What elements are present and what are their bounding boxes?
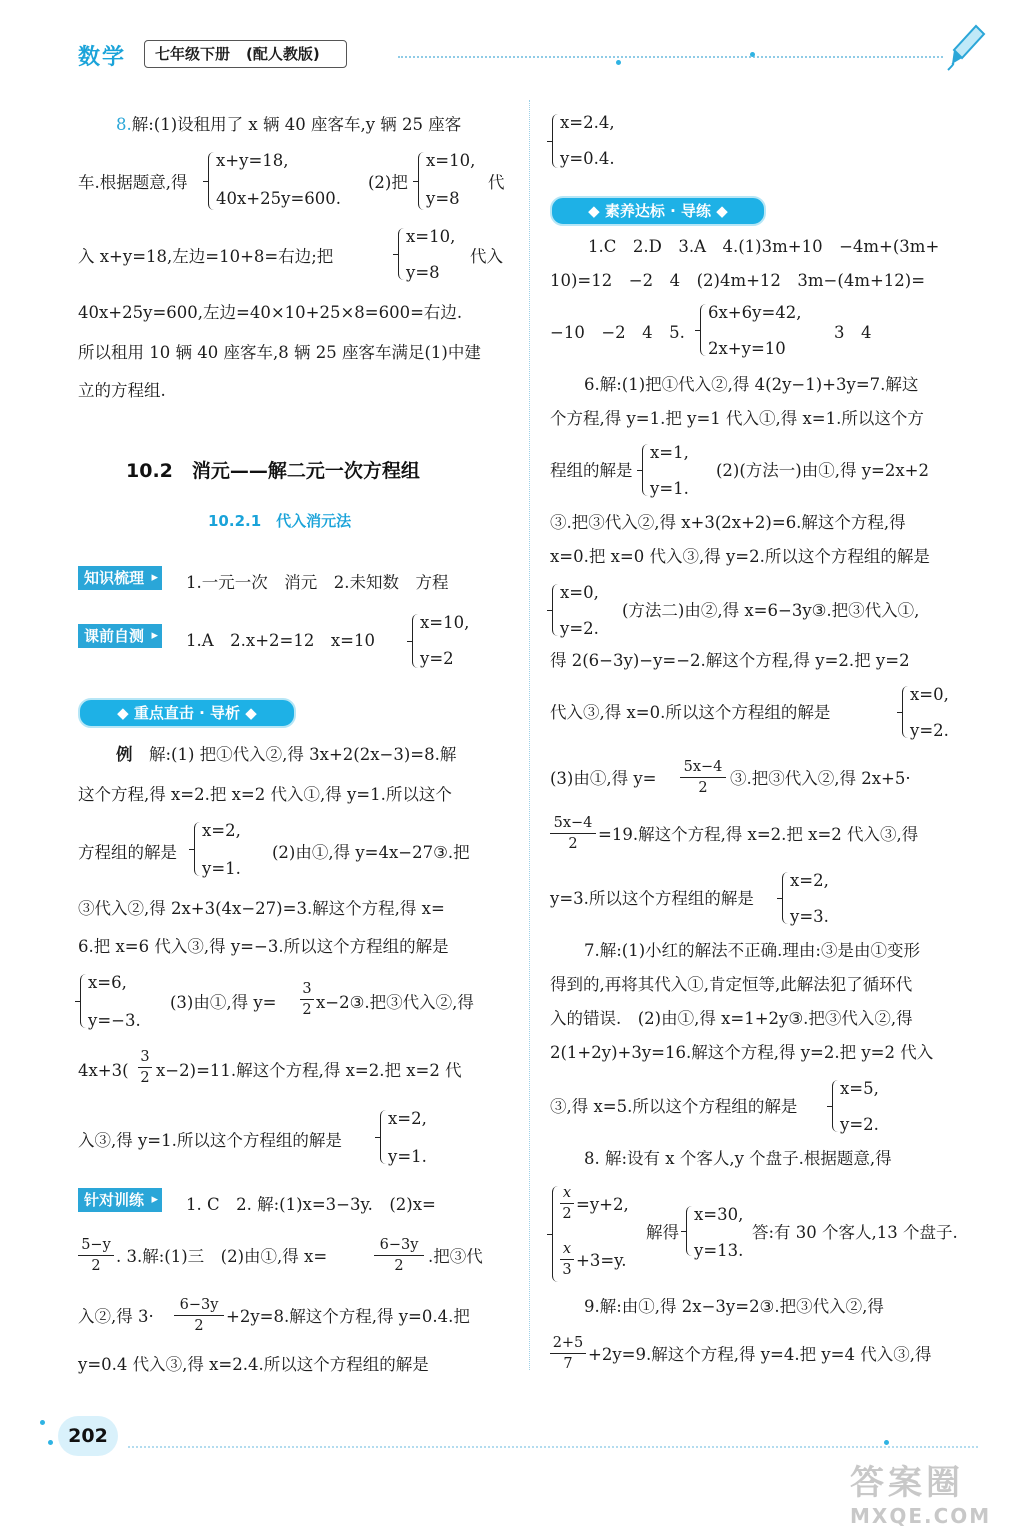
q8r-answer: 答:有 30 个客人,13 个盘子. xyxy=(752,1223,958,1242)
q6-line6: (方法二)由②,得 x=6−3y③.把③代入①, xyxy=(622,601,920,620)
example-line4: ③代入②,得 2x+3(4x−27)=3.解这个方程,得 x= xyxy=(78,899,445,918)
system-eq: y=3. xyxy=(790,907,829,926)
banner-suyang: ◆ 素养达标 · 导练 ◆ xyxy=(550,196,766,226)
footer-dot xyxy=(48,1440,53,1445)
q6-line9b: ③.把③代入②,得 2x+5· xyxy=(730,769,911,788)
brace xyxy=(552,114,558,168)
header-dot xyxy=(750,52,755,57)
q7-line3: 入的错误. (2)由①,得 x=1+2y③.把③代入②,得 xyxy=(550,1009,913,1028)
system-eq: y=13. xyxy=(694,1241,744,1260)
q8-line3a: 入 x+y=18,左边=10+8=右边;把 xyxy=(78,247,334,266)
zhendui-line1: 1. C 2. 解:(1)x=3−3y. (2)x= xyxy=(186,1195,436,1214)
system-eq: x=5, xyxy=(840,1079,879,1098)
system-eq: y=2. xyxy=(560,619,599,638)
brace xyxy=(80,974,86,1028)
footer-dotted-line xyxy=(128,1446,978,1448)
zhendui-line2a: . 3.解:(1)三 (2)由①,得 x= xyxy=(116,1247,328,1266)
brace xyxy=(412,614,418,668)
q6-line4: ③.把③代入②,得 x+3(2x+2)=6.解这个方程,得 xyxy=(550,513,906,532)
brace xyxy=(902,686,908,738)
footer-dot xyxy=(40,1420,45,1425)
q6-line10: =19.解这个方程,得 x=2.把 x=2 代入③,得 xyxy=(598,825,919,844)
example-line2: 这个方程,得 x=2.把 x=2 代入①,得 y=1.所以这个 xyxy=(78,785,452,804)
fraction: x 3 xyxy=(560,1240,574,1279)
q8-line2a: 车.根据题意,得 xyxy=(78,173,188,192)
example-line6a: (3)由①,得 y= xyxy=(170,993,277,1012)
system-eq: x=10, xyxy=(426,151,476,170)
kexian-answers: 1.A 2.x+2=12 x=10 xyxy=(186,631,375,650)
system-eq: y=1. xyxy=(650,479,689,498)
fraction: 2+5 7 xyxy=(550,1334,586,1373)
example-line1: 例 解:(1) 把①代入②,得 3x+2(2x−3)=8.解 xyxy=(116,745,457,764)
system-eq: x=2, xyxy=(388,1109,427,1128)
example-line5: 6.把 x=6 代入③,得 y=−3.所以这个方程组的解是 xyxy=(78,937,449,956)
q7-line4: 2(1+2y)+3y=16.解这个方程,得 y=2.把 y=2 代入 xyxy=(550,1043,934,1062)
q7-line5a: ③,得 x=5.所以这个方程组的解是 xyxy=(550,1097,798,1116)
fraction: 5x−4 2 xyxy=(550,814,596,853)
page-number: 202 xyxy=(58,1416,118,1456)
q8-line3b: 代入 xyxy=(470,247,503,266)
brace xyxy=(686,1206,692,1256)
banner-zhongdian: ◆ 重点直击 · 导析 ◆ xyxy=(78,698,296,728)
brace xyxy=(418,152,424,210)
tag-zhendui: 针对训练 ▸ xyxy=(78,1188,162,1212)
brace xyxy=(700,304,706,356)
system-eq: x=10, xyxy=(420,613,470,632)
q8-line1: 8.解:(1)设租用了 x 辆 40 座客车,y 辆 25 座客 xyxy=(116,115,462,134)
system-eq: +3=y. xyxy=(576,1251,627,1270)
subject-title: 数学 xyxy=(78,45,127,70)
fraction: 3 2 xyxy=(138,1048,152,1087)
header-dotted-line xyxy=(398,56,943,58)
example-line3b: (2)由①,得 y=4x−27③.把 xyxy=(272,843,470,862)
system-eq: x=0, xyxy=(560,583,599,602)
example-line8a: 入③,得 y=1.所以这个方程组的解是 xyxy=(78,1131,342,1150)
fraction: x 2 xyxy=(560,1184,574,1223)
q7-line1: 7.解:(1)小红的解法不正确.理由:③是由①变形 xyxy=(584,941,920,960)
zhendui-line3a: 入②,得 3· xyxy=(78,1307,154,1326)
system-eq: x=2, xyxy=(202,821,241,840)
q6-line8a: 代入③,得 x=0.所以这个方程组的解是 xyxy=(550,703,831,722)
suyang-line3a: −10 −2 4 5. xyxy=(550,323,685,342)
system-eq: x+y=18, xyxy=(216,151,289,170)
q7-line2: 得到的,再将其代入①,肯定恒等,此解法犯了循环代 xyxy=(550,975,913,994)
q8-line6: 立的方程组. xyxy=(78,381,166,400)
fraction: 6−3y 2 xyxy=(174,1296,224,1335)
q9-line1: 9.解:由①,得 2x−3y=2③.把③代入②,得 xyxy=(584,1297,884,1316)
tag-kexian: 课前自测 ▸ xyxy=(78,624,162,648)
system-eq: y=0.4. xyxy=(560,149,615,168)
zhendui-line4: y=0.4 代入③,得 x=2.4.所以这个方程组的解是 xyxy=(78,1355,429,1374)
column-separator xyxy=(529,100,530,1370)
system-eq: y=2 xyxy=(420,649,454,668)
system-eq: y=2. xyxy=(840,1115,879,1134)
tag-zhishi: 知识梳理 ▸ xyxy=(78,566,162,590)
section-subtitle: 10.2.1 代入消元法 xyxy=(208,512,352,530)
zhendui-line2b: .把③代 xyxy=(428,1247,483,1266)
q6-line9a: (3)由①,得 y= xyxy=(550,769,657,788)
brace xyxy=(194,822,200,876)
q6-line7: 得 2(6−3y)−y=−2.解这个方程,得 y=2.把 y=2 xyxy=(550,651,910,670)
system-eq: y=1. xyxy=(388,1147,427,1166)
header-dot xyxy=(616,60,621,65)
fraction: 3 2 xyxy=(300,980,314,1019)
system-eq: x=6, xyxy=(88,973,127,992)
q9-line2: +2y=9.解这个方程,得 y=4.把 y=4 代入③,得 xyxy=(588,1345,932,1364)
section-title: 10.2 消元——解二元一次方程组 xyxy=(126,460,420,482)
q8r-line1: 8. 解:设有 x 个客人,y 个盘子.根据题意,得 xyxy=(584,1149,892,1168)
grade-box xyxy=(144,40,347,68)
system-eq: 2x+y=10 xyxy=(708,339,786,358)
system-eq: x=30, xyxy=(694,1205,744,1224)
fraction: 5−y 2 xyxy=(78,1236,114,1275)
pen-icon xyxy=(946,24,986,74)
zhishi-answers: 1.一元一次 消元 2.未知数 方程 xyxy=(186,573,449,592)
edition-label: (配人教版) xyxy=(246,45,320,63)
example-line6b: x−2③.把③代入②,得 xyxy=(316,993,474,1012)
system-eq: y=2. xyxy=(910,721,949,740)
system-eq: x=1, xyxy=(650,443,689,462)
suyang-line2: 10)=12 −2 4 (2)4m+12 3m−(4m+12)= xyxy=(550,271,926,290)
system-eq: x=2.4, xyxy=(560,113,615,132)
fraction: 5x−4 2 xyxy=(680,758,726,797)
q6-line2: 个方程,得 y=1.把 y=1 代入①,得 x=1.所以这个方 xyxy=(550,409,924,428)
q6-line5: x=0.把 x=0 代入③,得 y=2.所以这个方程组的解是 xyxy=(550,547,930,566)
suyang-line1: 1.C 2.D 3.A 4.(1)3m+10 −4m+(3m+ xyxy=(588,237,940,256)
brace xyxy=(380,1110,386,1164)
system-eq: y=8 xyxy=(426,189,460,208)
zhendui-line3b: +2y=8.解这个方程,得 y=0.4.把 xyxy=(226,1307,470,1326)
brace xyxy=(208,152,214,210)
example-line3a: 方程组的解是 xyxy=(78,843,177,862)
grade-label: 七年级下册 xyxy=(155,45,231,63)
system-eq: x=0, xyxy=(910,685,949,704)
q8-line5: 所以租用 10 辆 40 座客车,8 辆 25 座客车满足(1)中建 xyxy=(78,343,481,362)
example-line7a: 4x+3( xyxy=(78,1061,129,1080)
q6-line11a: y=3.所以这个方程组的解是 xyxy=(550,889,754,908)
q6-line3b: (2)(方法一)由①,得 y=2x+2 xyxy=(716,461,930,480)
system-eq: y=1. xyxy=(202,859,241,878)
brace xyxy=(642,444,648,496)
q8-line2b: (2)把 xyxy=(368,173,408,192)
footer-dot xyxy=(884,1440,889,1445)
watermark-logo xyxy=(850,1455,1000,1528)
system-eq: =y+2, xyxy=(576,1195,629,1214)
system-eq: 40x+25y=600. xyxy=(216,189,342,208)
brace xyxy=(552,584,558,636)
brace xyxy=(398,228,404,280)
page-header xyxy=(78,38,978,74)
system-eq: x=10, xyxy=(406,227,456,246)
system-eq: x=2, xyxy=(790,871,829,890)
brace xyxy=(782,872,788,924)
q8-line2c: 代 xyxy=(488,173,505,192)
fraction: 6−3y 2 xyxy=(374,1236,424,1275)
example-line7b: x−2)=11.解这个方程,得 x=2.把 x=2 代 xyxy=(156,1061,462,1080)
watermark-url: MXQE.COM xyxy=(850,1504,992,1528)
system-eq: y=8 xyxy=(406,263,440,282)
system-eq: y=−3. xyxy=(88,1011,141,1030)
watermark-text: 答案圈 xyxy=(850,1463,964,1503)
brace xyxy=(832,1080,838,1132)
brace xyxy=(552,1186,558,1282)
q6-line3a: 程组的解是 xyxy=(550,461,633,480)
system-eq: 6x+6y=42, xyxy=(708,303,802,322)
suyang-line3b: 3 4 xyxy=(834,323,872,342)
q8r-solve-label: 解得 xyxy=(646,1223,679,1242)
q8-line4: 40x+25y=600,左边=40×10+25×8=600=右边. xyxy=(78,303,463,322)
q6-line1: 6.解:(1)把①代入②,得 4(2y−1)+3y=7.解这 xyxy=(584,375,919,394)
